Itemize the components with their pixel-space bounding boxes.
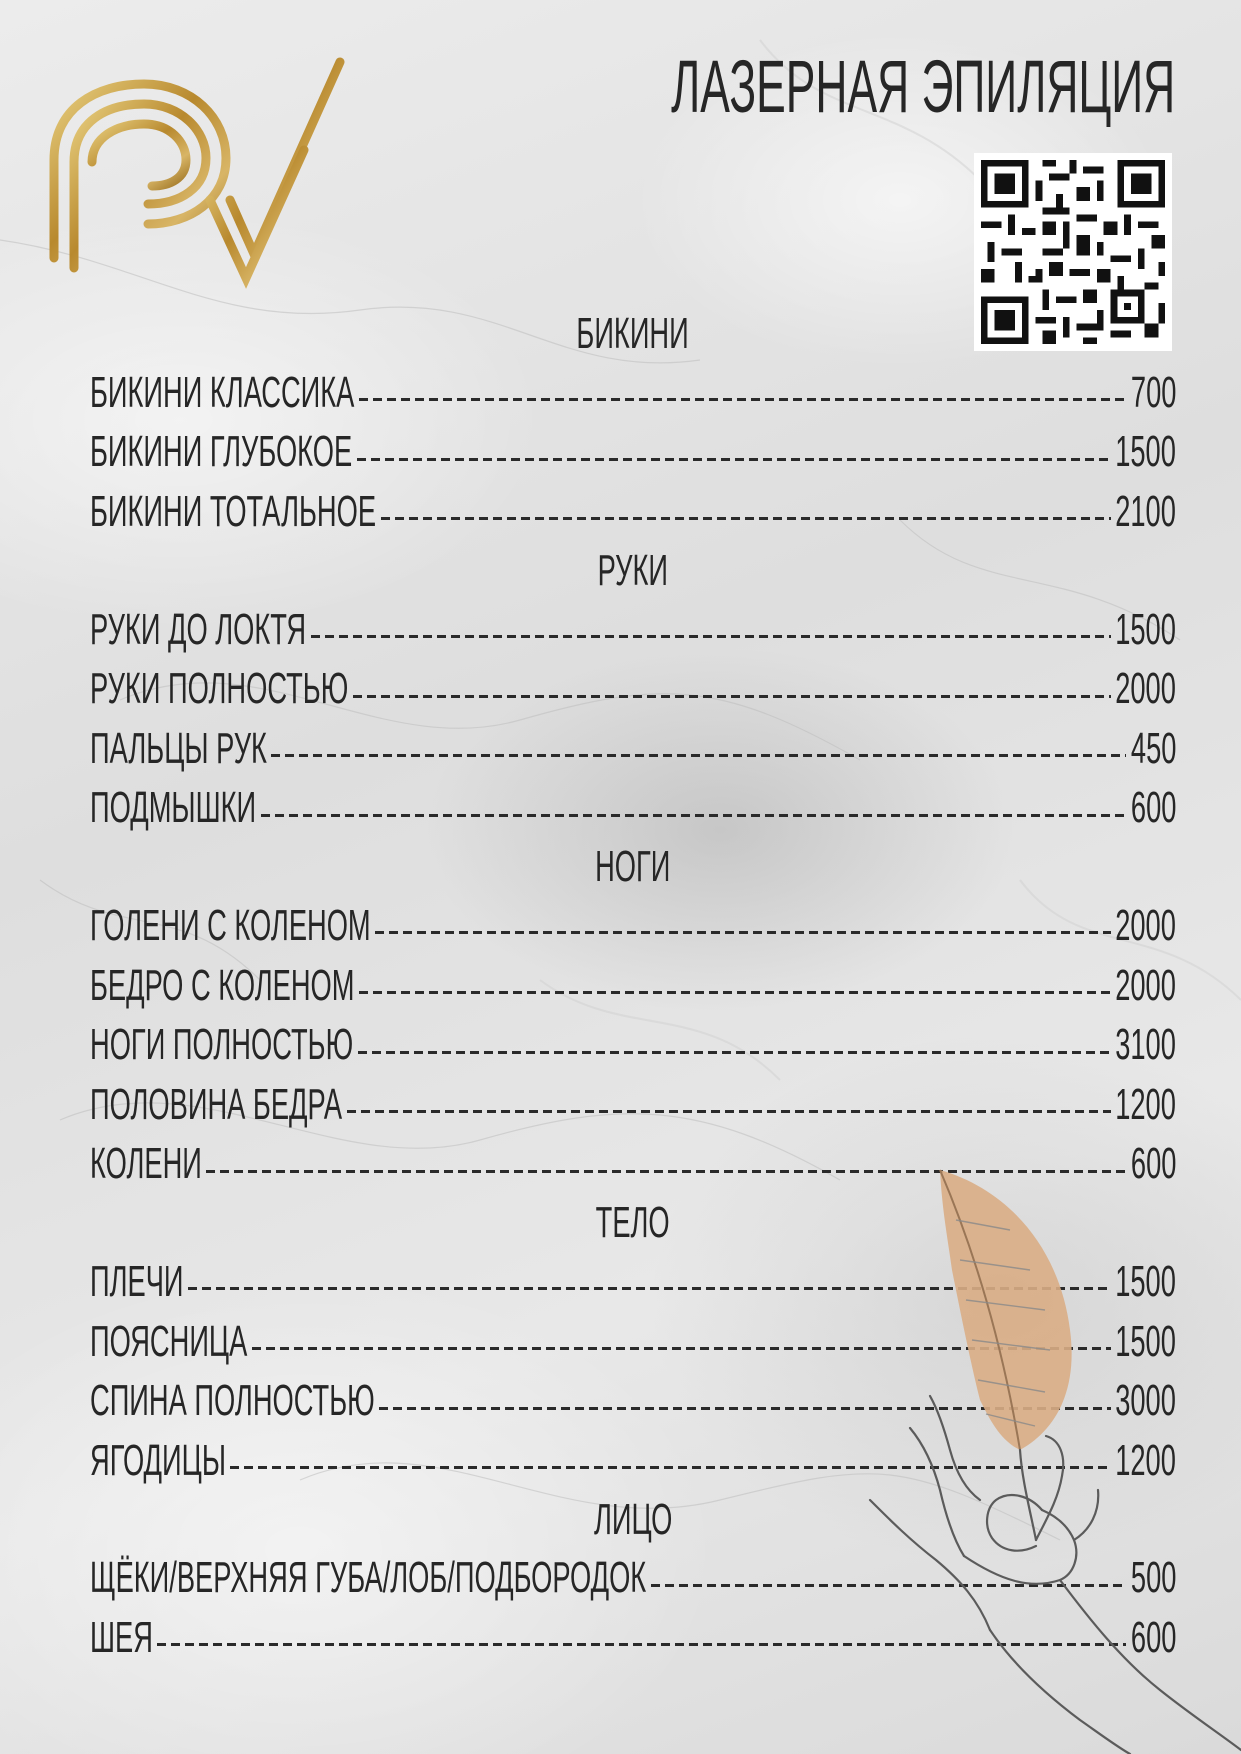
service-price-text: 700 [1130,367,1176,417]
service-price-text: 1500 [1115,1316,1176,1366]
price-row [90,600,1176,660]
service-price [1130,724,1176,774]
service-name [90,1139,202,1189]
dotted-leader [358,1051,1111,1054]
service-name-text: ПОЯСНИЦА [90,1316,248,1366]
price-row [90,1015,1176,1075]
service-name-text: БИКИНИ ГЛУБОКОЕ [90,427,353,477]
section-heading-text: БИКИНИ [576,309,690,358]
service-name-text: ПЛЕЧИ [90,1256,184,1306]
service-price [1130,368,1176,418]
service-price-text: 3100 [1115,1020,1176,1070]
dotted-leader [271,754,1126,757]
section-heading-text: ЛИЦО [593,1494,673,1544]
service-price [1115,664,1176,714]
service-name-text: БЕДРО С КОЛЕНОМ [90,960,355,1010]
feather-hand-illustration [860,1160,1241,1754]
service-name [90,368,355,418]
service-price [1130,783,1176,833]
service-price-text: 3000 [1115,1376,1176,1426]
service-price [1115,1080,1176,1130]
service-name [90,605,307,655]
service-name-text: РУКИ ПОЛНОСТЬЮ [90,664,349,714]
price-row [90,1075,1176,1135]
service-name-text: КОЛЕНИ [90,1139,202,1189]
section-heading-text: ТЕЛО [596,1198,670,1248]
dotted-leader [311,635,1111,638]
service-name-text: БИКИНИ ТОТАЛЬНОЕ [90,486,377,536]
service-name [90,783,257,833]
dotted-leader [261,814,1126,817]
price-row [90,659,1176,719]
pv-logo [40,50,360,300]
service-name [90,664,349,714]
service-name-text: ПОЛОВИНА БЕДРА [90,1079,343,1129]
service-name [90,1613,153,1663]
service-name [90,1257,184,1307]
section-heading-text: НОГИ [595,842,671,892]
service-price-text: 1500 [1115,1256,1176,1306]
service-name [90,1376,375,1426]
service-price [1115,901,1176,951]
price-row [90,482,1176,542]
service-price-text: 2000 [1115,900,1176,950]
page-title: ЛАЗЕРНАЯ ЭПИЛЯЦИЯ [670,45,1175,128]
dotted-leader [375,931,1111,934]
service-price-text: 600 [1130,783,1176,833]
service-price [1115,605,1176,655]
service-price-text: 1500 [1115,427,1176,477]
service-price [1115,1020,1176,1070]
service-price-text: 2100 [1115,486,1176,536]
service-name [90,487,377,537]
dotted-leader [353,695,1111,698]
service-name-text: РУКИ ДО ЛОКТЯ [90,604,307,654]
service-name [90,961,355,1011]
service-price [1115,487,1176,537]
service-name-text: ПАЛЬЦЫ РУК [90,723,267,773]
service-price [1115,961,1176,1011]
service-name [90,1080,343,1130]
service-name-text: НОГИ ПОЛНОСТЬЮ [90,1020,354,1070]
price-row [90,956,1176,1016]
service-price-text: 2000 [1115,664,1176,714]
service-price-text: 1200 [1115,1435,1176,1485]
service-name [90,1553,647,1603]
service-name-text: ГОЛЕНИ С КОЛЕНОМ [90,900,371,950]
section-heading [90,305,1176,363]
section-heading-text: РУКИ [597,545,669,595]
service-name-text: ПОДМЫШКИ [90,783,257,833]
service-name-text: ШЕЯ [90,1612,153,1662]
section-heading [90,838,1176,896]
service-price-text: 600 [1130,1139,1176,1189]
price-row [90,423,1176,483]
service-name [90,1317,248,1367]
dotted-leader [359,991,1111,994]
service-name-text: ЩЁКИ/ВЕРХНЯЯ ГУБА/ЛОБ/ПОДБОРОДОК [90,1553,647,1603]
dotted-leader [357,458,1111,461]
service-price-text: 1500 [1115,604,1176,654]
service-price-text: 500 [1130,1553,1176,1603]
service-name [90,1436,226,1486]
service-name [90,901,371,951]
service-name [90,1020,354,1070]
service-name [90,724,267,774]
service-name-text: БИКИНИ КЛАССИКА [90,367,355,417]
dotted-leader [347,1110,1111,1113]
price-row [90,779,1176,839]
service-name-text: СПИНА ПОЛНОСТЬЮ [90,1376,375,1426]
dotted-leader [359,398,1126,401]
service-price-text: 1200 [1115,1079,1176,1129]
section-heading [90,542,1176,600]
dotted-leader [381,517,1111,520]
price-row [90,719,1176,779]
price-row [90,363,1176,423]
service-price [1115,427,1176,477]
price-row [90,896,1176,956]
service-price-text: 2000 [1115,960,1176,1010]
service-price-text: 450 [1130,723,1176,773]
service-name-text: ЯГОДИЦЫ [90,1435,226,1485]
service-name [90,427,353,477]
service-price-text: 600 [1130,1612,1176,1662]
